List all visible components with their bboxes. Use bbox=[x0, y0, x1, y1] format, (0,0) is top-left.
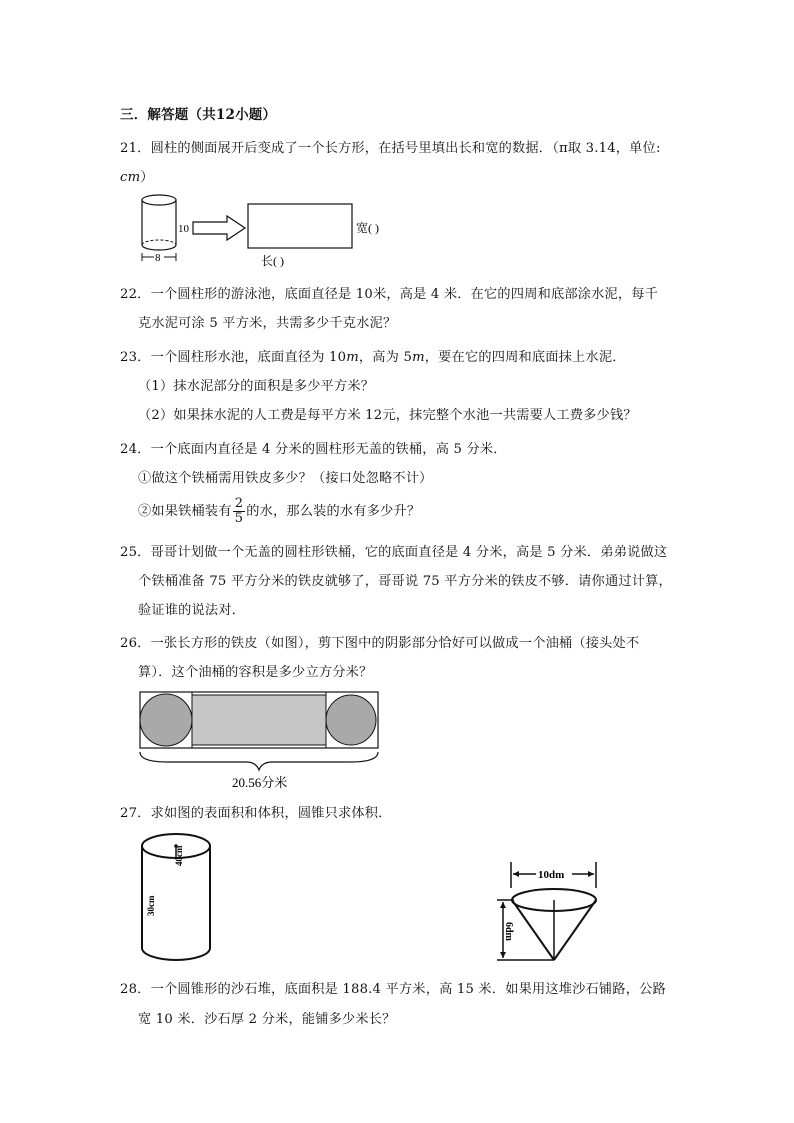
q27-cylinder-figure bbox=[134, 826, 224, 964]
q25-text-cont: 个铁桶准备 75 平方分米的铁皮就够了，哥哥说 75 平方分米的铁皮不够．请你通过计算， bbox=[138, 574, 672, 589]
cylinder-top bbox=[142, 195, 176, 205]
q28-text: 28．一个圆锥形的沙石堆，底面积是 188.4 平方米，高 15 米．如果用这堆沙石铺路，公路 bbox=[120, 982, 666, 997]
cylinder-diameter-label: 8 bbox=[155, 252, 161, 264]
q26-text-cont: 算）．这个油桶的容积是多少立方分米？ bbox=[138, 665, 373, 680]
q25-text-cont2: 验证谁的说法对． bbox=[138, 603, 246, 618]
length-label: 20.56分米 bbox=[232, 775, 288, 790]
q24-sub1: ①做这个铁桶需用铁皮多少？（接口处忽略不计） bbox=[138, 471, 433, 486]
q21-text-cont bbox=[120, 166, 154, 185]
brace bbox=[140, 752, 378, 770]
q21-close: ） bbox=[140, 170, 154, 185]
q27-text: 27．求如图的表面积和体积，圆锥只求体积． bbox=[120, 806, 392, 821]
cone-diameter-label: 10dm bbox=[538, 869, 565, 881]
width-label: 宽( ) bbox=[356, 221, 379, 235]
q26-text: 26．一张长方形的铁皮（如图），剪下图中的阴影部分恰好可以做成一个油桶（接头处不 bbox=[120, 636, 640, 651]
q22-text-cont: 克水泥可涂 5 平方米，共需多少千克水泥？ bbox=[138, 316, 397, 331]
q21-unit: cm bbox=[120, 170, 141, 185]
cylinder-height-label: 10 bbox=[178, 223, 189, 235]
q24-text: 24．一个底面内直径是 4 分米的圆柱形无盖的铁桶，高 5 分米． bbox=[120, 442, 507, 457]
arrow-icon bbox=[193, 216, 245, 240]
left-circle bbox=[140, 694, 192, 746]
right-circle bbox=[326, 695, 376, 745]
cylinder-height-label: 30cm bbox=[146, 895, 156, 916]
cone-height-label: 6dm bbox=[503, 922, 514, 941]
length-label: 长( ) bbox=[261, 254, 284, 268]
shaded-rectangle bbox=[192, 695, 326, 745]
q28-text-cont: 宽 10 米．沙石厚 2 分米，能铺多少米长？ bbox=[138, 1012, 396, 1027]
q23-sub2: （2）如果抹水泥的人工费是每平方米 12元，抹完整个水池一共需要人工费多少钱？ bbox=[138, 408, 637, 423]
unrolled-rectangle bbox=[248, 204, 352, 248]
q21-text: 21．圆柱的侧面展开后变成了一个长方形，在括号里填出长和宽的数据．（π取 3.14，单位: bbox=[120, 141, 661, 156]
cylinder-bottom-front bbox=[142, 245, 176, 250]
q27-cone-figure bbox=[488, 858, 613, 966]
cylinder-radius-label: 40cm bbox=[174, 845, 184, 866]
fraction: $\frac{2}{5}$ bbox=[234, 496, 244, 526]
q23-sub1: （1）抹水泥部分的面积是多少平方米？ bbox=[138, 379, 375, 394]
q26-figure bbox=[138, 690, 383, 792]
q21-figure bbox=[135, 190, 435, 270]
q22-text: 22．一个圆柱形的游泳池，底面直径是 10米，高是 4 米．在它的四周和底部涂水泥，每千 bbox=[120, 287, 659, 302]
q24-sub2: ②如果铁桶装有 $\frac{2}{5}$ 的水，那么装的水有多少升？ bbox=[138, 496, 421, 526]
q23-text: 23．一个圆柱形水池，底面直径为 10m，高为 5m，要在它的四周和底面抹上水泥． bbox=[120, 350, 626, 365]
cylinder-bottom-back bbox=[142, 240, 176, 245]
section-title: 三．解答题（共12小题） bbox=[120, 107, 277, 123]
q25-text: 25．哥哥计划做一个无盖的圆柱形铁桶，它的底面直径是 4 分米，高是 5 分米．弟弟说做这 bbox=[120, 545, 668, 560]
